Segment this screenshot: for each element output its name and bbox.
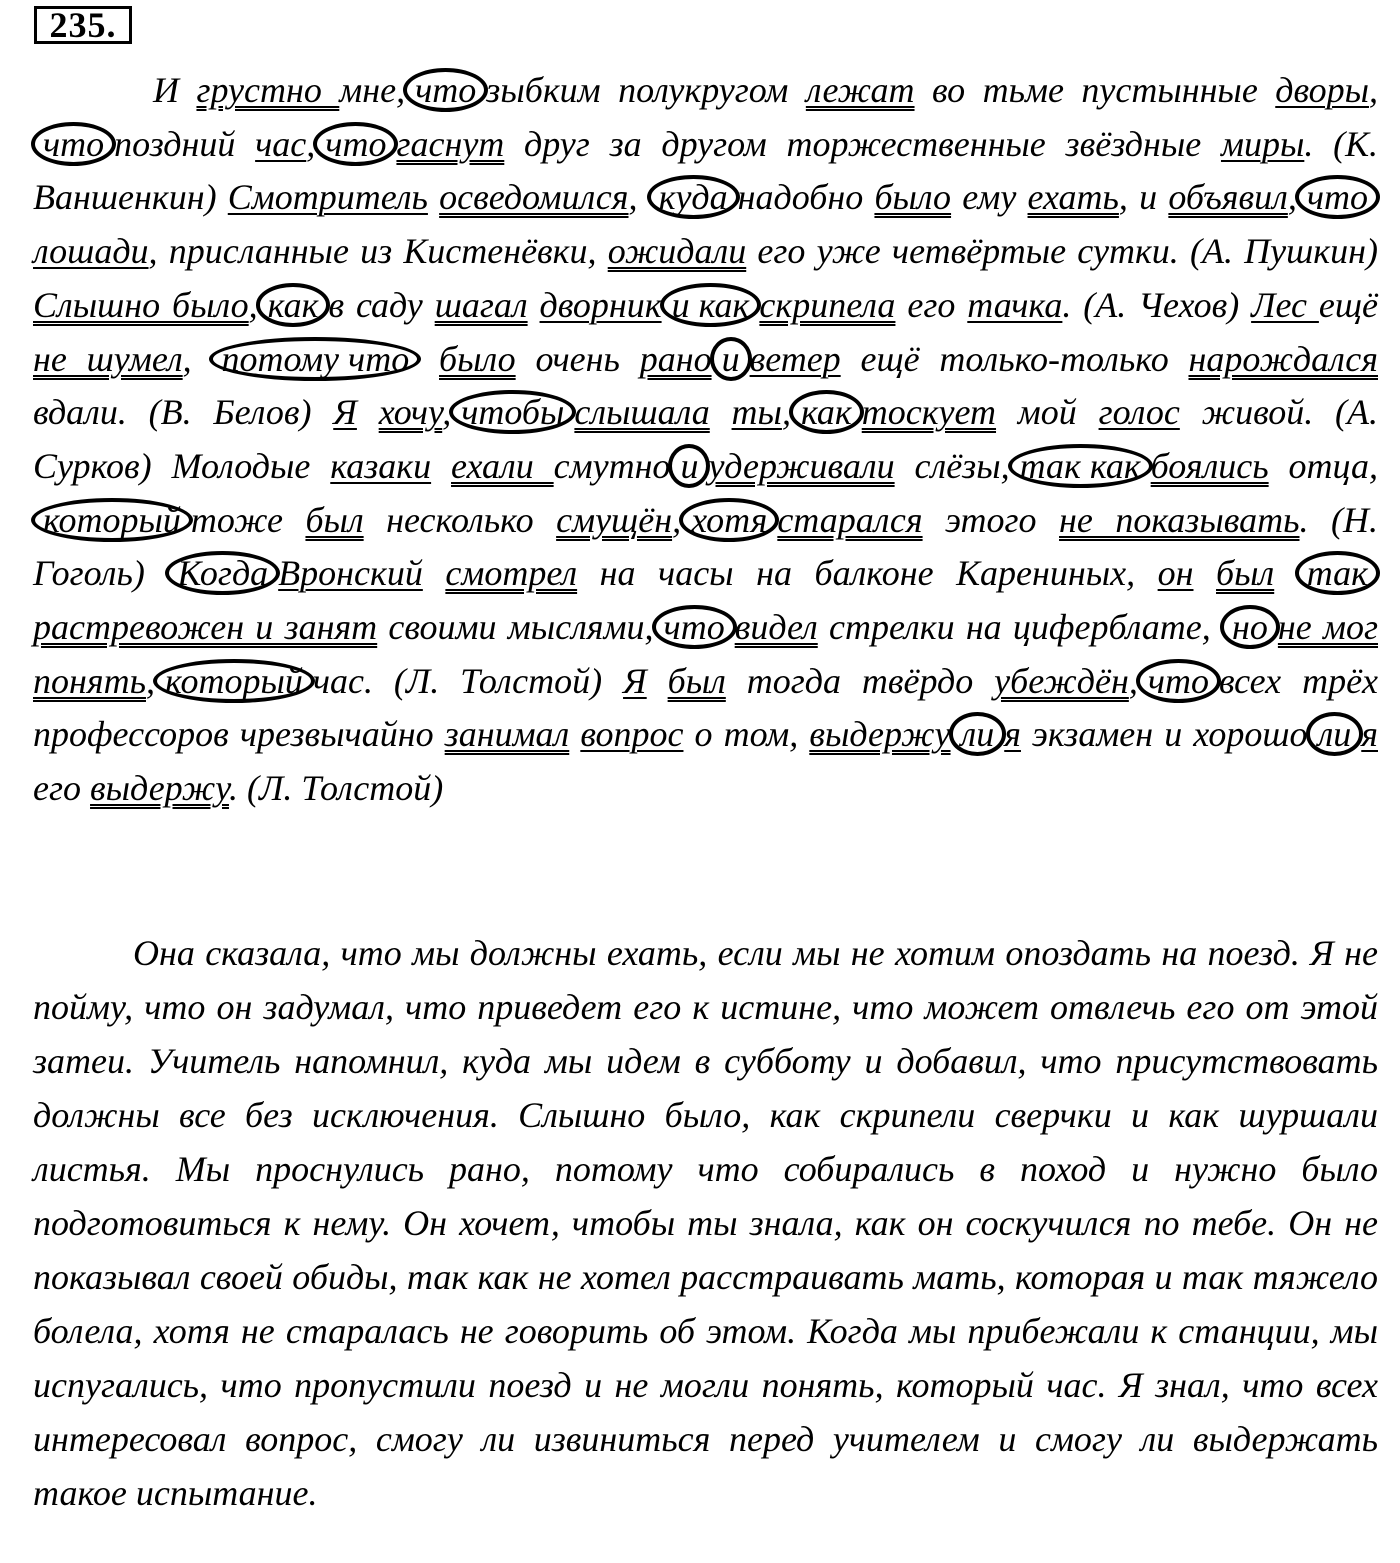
text-segment: , xyxy=(442,392,452,433)
circled-conjunction: как xyxy=(789,390,864,434)
text-segment: тоже xyxy=(190,499,306,540)
text-segment: , xyxy=(306,123,316,164)
exercise-number: 235. xyxy=(34,6,132,44)
text-segment xyxy=(419,339,439,379)
circled-conjunction: так как xyxy=(1008,444,1153,488)
predicate-underlined: убеждён xyxy=(994,660,1129,701)
circled-conjunction: чтобы xyxy=(449,390,576,434)
text-segment: тогда твёрдо xyxy=(725,660,995,701)
circled-conjunction: и как xyxy=(660,283,762,327)
text-segment xyxy=(428,177,439,217)
text-segment: , xyxy=(1287,177,1297,218)
text-segment: И xyxy=(153,70,197,110)
text-segment: ещё xyxy=(1318,284,1379,325)
text-segment: ещё только-только xyxy=(840,338,1189,379)
text-segment: , xyxy=(248,284,258,325)
circled-conjunction: хотя xyxy=(679,498,779,542)
plain-paragraph xyxy=(33,926,1378,1520)
subject-underlined: я xyxy=(1361,714,1378,755)
text-segment: очень xyxy=(515,338,640,379)
text-segment: надобно xyxy=(737,177,875,218)
text-segment: , xyxy=(145,660,155,701)
predicate-underlined: ехали xyxy=(451,445,554,486)
text-segment: отца, xyxy=(1268,445,1378,486)
circled-conjunction: который xyxy=(31,498,193,542)
subject-underlined: он xyxy=(1157,553,1194,594)
predicate-underlined: лежат xyxy=(805,70,915,110)
text-segment: час. (Л. Толстой) xyxy=(312,660,624,701)
circled-conjunction: так xyxy=(1295,551,1380,595)
predicate-underlined: выдержу xyxy=(90,768,229,809)
text-segment: . (Л. Толстой) xyxy=(228,768,444,809)
predicate-underlined: занимал xyxy=(444,714,570,755)
predicate-underlined: слышала xyxy=(574,392,710,433)
predicate-underlined: хочу xyxy=(378,392,443,433)
text-segment: о том, xyxy=(683,714,810,755)
predicate-underlined: было xyxy=(439,338,516,379)
text-segment xyxy=(1193,553,1216,593)
annotated-text xyxy=(33,70,1378,808)
text-segment: этого xyxy=(922,499,1060,540)
predicate-underlined: было xyxy=(874,177,952,218)
predicate-underlined: ожидали xyxy=(607,231,747,272)
text-segment: его xyxy=(895,284,968,325)
subject-underlined: ветер xyxy=(749,338,841,379)
circled-conjunction: ли xyxy=(949,712,1007,756)
subject-underlined: Я xyxy=(333,392,357,433)
text-segment: всех трёх профессоров чрезвычайно xyxy=(33,660,1379,755)
subject-underlined: ты xyxy=(731,392,782,433)
subject-underlined: вопрос xyxy=(580,714,684,755)
annotated-paragraph xyxy=(33,64,1378,816)
text-segment: несколько xyxy=(363,499,557,540)
text-segment: слёзы, xyxy=(894,445,1010,486)
text-segment xyxy=(647,661,668,701)
subject-underlined: миры xyxy=(1220,123,1305,164)
text-segment: , присланные из Кистенёвки, xyxy=(148,231,608,272)
predicate-underlined: скрипела xyxy=(759,284,896,325)
text-segment: друг за другом торжественные звёздные xyxy=(504,123,1221,164)
text-segment: , xyxy=(781,392,791,433)
text-segment: живой. (А. Сурков) Молодые xyxy=(33,392,1378,486)
predicate-underlined: смущён xyxy=(556,499,673,540)
subject-underlined: тачка xyxy=(967,284,1063,325)
text-segment: . (Н. Гоголь) xyxy=(33,499,1378,594)
circled-conjunction: ли xyxy=(1306,712,1364,756)
predicate-underlined: был xyxy=(667,660,726,701)
circled-conjunction: что xyxy=(1295,175,1380,219)
subject-underlined: Я xyxy=(623,660,647,701)
text-segment: , xyxy=(1128,660,1138,701)
predicate-underlined: боялись xyxy=(1150,445,1269,486)
predicate-underlined: не показывать xyxy=(1059,499,1300,540)
predicate-underlined: гаснут xyxy=(396,123,505,164)
predicate-underlined: не мог понять xyxy=(33,607,1378,701)
paragraph-text: Она сказала, что мы должны ехать, если мы не хотим опоздать на поезд. Я не пойму, что он задумал, что приведет его к истине, что может отвлечь его от этой затеи. Учитель напомнил, куда мы идем в субботу и добавил, что присутствовать должны все без исключения. Слышно было, как скрипели сверчки и как шуршали листья. Мы проснулись рано, потому что собирались в поход и нужно было подготовиться к нему. Он хочет, чтобы ты знала, как он соскучился по тебе. Он не показывал своей обиды, так как не хотел расстраивать мать, которая и так тяжело болела, хотя не старалась не говорить об этом. Когда мы прибежали к станции, мы испугались, что пропустили поезд и не могли понять, который час. Я знал, что всех интересовал вопрос, смогу ли извиниться перед учителем и смогу ли выдержать такое испытание. xyxy=(33,933,1378,1513)
subject-underlined: дворник xyxy=(539,284,662,325)
text-segment xyxy=(357,392,379,432)
subject-underlined: Вронский xyxy=(278,553,423,594)
predicate-underlined: рано xyxy=(639,338,712,379)
text-segment: экзамен и хорошо xyxy=(1020,714,1308,755)
circled-conjunction: что xyxy=(652,605,737,649)
predicate-underlined: шагал xyxy=(434,284,528,325)
text-segment: , и xyxy=(1118,177,1169,218)
predicate-underlined: видел xyxy=(734,607,818,648)
text-segment: на часы на балконе Карениных, xyxy=(577,553,1158,594)
text-segment: смутно xyxy=(553,445,671,486)
text-segment: . (К. Ваншенкин) xyxy=(33,123,1378,218)
circled-conjunction: куда xyxy=(647,175,740,219)
circled-conjunction: который xyxy=(153,659,315,703)
circled-conjunction: что xyxy=(31,122,116,166)
predicate-underlined: нарождался xyxy=(1188,338,1378,379)
text-segment: поздний xyxy=(114,123,256,164)
text-segment: , xyxy=(182,338,212,379)
subject-underlined: казаки xyxy=(330,445,432,486)
text-segment: во тьме пустынные xyxy=(914,70,1276,110)
text-segment: , xyxy=(672,499,682,540)
text-segment: стрелки на циферблате, xyxy=(817,607,1223,648)
text-segment xyxy=(423,553,446,593)
predicate-underlined: Слышно было xyxy=(33,284,249,325)
text-segment: его xyxy=(33,768,91,809)
subject-underlined: час xyxy=(255,123,307,164)
text-segment: вдали. (В. Белов) xyxy=(33,392,334,433)
text-segment xyxy=(431,446,451,486)
predicate-underlined: выдержу xyxy=(809,714,951,755)
text-segment: , xyxy=(1369,70,1378,110)
subject-underlined: голос xyxy=(1098,392,1180,433)
subject-underlined: Смотритель xyxy=(227,177,428,218)
circled-conjunction: что xyxy=(403,68,488,112)
text-segment: его уже четвёртые сутки. (А. Пушкин) xyxy=(746,231,1378,272)
predicate-underlined: грустно xyxy=(196,70,340,110)
predicate-underlined: тоскует xyxy=(861,392,997,433)
text-segment: мой xyxy=(996,392,1099,433)
predicate-underlined: не шумел xyxy=(33,338,183,379)
predicate-underlined: осведомился xyxy=(439,177,629,218)
circled-conjunction: и xyxy=(668,444,710,488)
text-segment xyxy=(1274,553,1297,593)
text-segment: зыбким полукругом xyxy=(486,70,806,110)
text-segment: ему xyxy=(951,177,1028,218)
text-segment xyxy=(710,392,732,432)
circled-conjunction: что xyxy=(313,122,398,166)
predicate-underlined: был xyxy=(305,499,364,540)
circled-conjunction: и xyxy=(710,337,752,381)
circled-conjunction: Когда xyxy=(165,551,280,595)
predicate-underlined: смотрел xyxy=(445,553,578,594)
predicate-underlined: ехать xyxy=(1027,177,1119,218)
text-segment: , xyxy=(628,177,649,218)
predicate-underlined: растревожен и занят xyxy=(33,607,378,648)
circled-conjunction: но xyxy=(1220,605,1280,649)
circled-conjunction: что xyxy=(1136,659,1221,703)
circled-conjunction: потому что xyxy=(209,337,421,381)
text-segment: мне, xyxy=(339,70,406,110)
text-segment: . (А. Чехов) xyxy=(1062,284,1252,325)
circled-conjunction: как xyxy=(256,283,331,327)
text-segment: своими мыслями, xyxy=(377,607,654,648)
text-segment xyxy=(569,714,580,754)
subject-underlined: я xyxy=(1004,714,1021,755)
text-segment xyxy=(528,285,540,325)
predicate-underlined: удерживали xyxy=(708,445,895,486)
predicate-underlined: старался xyxy=(777,499,923,540)
subject-underlined: лошади xyxy=(33,231,149,272)
text-segment: в саду xyxy=(328,284,435,325)
predicate-underlined: объявил xyxy=(1168,177,1288,218)
subject-underlined: Лес xyxy=(1251,284,1319,325)
subject-underlined: дворы xyxy=(1275,70,1369,110)
predicate-underlined: был xyxy=(1216,553,1275,594)
